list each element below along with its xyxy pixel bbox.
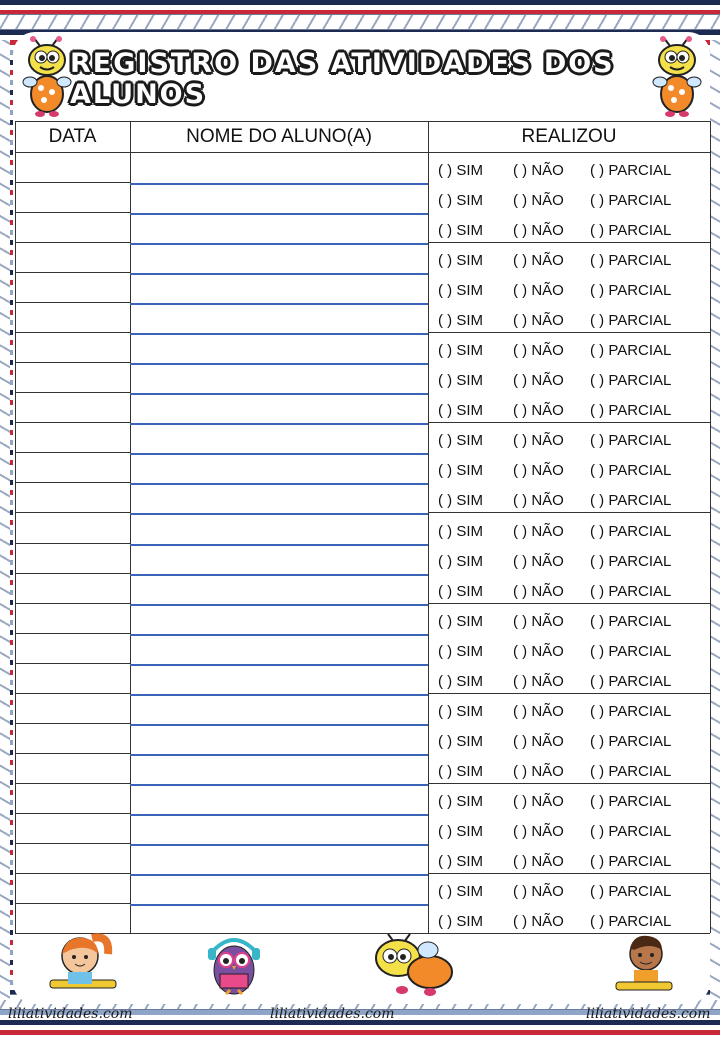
row-divider — [130, 694, 428, 696]
row-divider — [130, 273, 428, 275]
option-nao[interactable]: ( ) NÃO — [513, 702, 564, 720]
realizou-options-row — [438, 793, 710, 811]
option-sim[interactable]: ( ) SIM — [438, 222, 483, 240]
option-sim[interactable]: ( ) SIM — [438, 432, 483, 450]
realizou-options-row — [438, 342, 710, 360]
row-divider — [15, 422, 130, 423]
option-sim[interactable]: ( ) SIM — [438, 642, 483, 660]
option-sim[interactable]: ( ) SIM — [438, 822, 483, 840]
option-parcial[interactable]: ( ) PARCIAL — [590, 582, 672, 600]
option-parcial[interactable]: ( ) PARCIAL — [590, 222, 672, 240]
option-row-divider — [428, 422, 710, 423]
table-border-top — [15, 121, 710, 122]
option-parcial[interactable]: ( ) PARCIAL — [590, 252, 672, 270]
option-parcial[interactable]: ( ) PARCIAL — [590, 522, 672, 540]
option-sim[interactable]: ( ) SIM — [438, 582, 483, 600]
option-parcial[interactable]: ( ) PARCIAL — [590, 402, 672, 420]
row-divider — [130, 664, 428, 666]
row-divider — [130, 814, 428, 816]
option-sim[interactable]: ( ) SIM — [438, 282, 483, 300]
option-sim[interactable]: ( ) SIM — [438, 792, 483, 810]
realizou-options-row — [438, 462, 710, 480]
option-nao[interactable]: ( ) NÃO — [513, 552, 564, 570]
realizou-options-row — [438, 733, 710, 751]
row-divider — [15, 212, 130, 213]
option-sim[interactable]: ( ) SIM — [438, 522, 483, 540]
option-sim[interactable]: ( ) SIM — [438, 312, 483, 330]
bee-icon — [372, 932, 456, 1003]
option-nao[interactable]: ( ) NÃO — [513, 282, 564, 300]
realizou-options-row — [438, 583, 710, 601]
option-sim[interactable]: ( ) SIM — [438, 882, 483, 900]
option-parcial[interactable]: ( ) PARCIAL — [590, 822, 672, 840]
option-nao[interactable]: ( ) NÃO — [513, 822, 564, 840]
row-divider — [130, 333, 428, 335]
option-sim[interactable]: ( ) SIM — [438, 702, 483, 720]
row-divider — [130, 303, 428, 305]
option-nao[interactable]: ( ) NÃO — [513, 792, 564, 810]
realizou-options-row — [438, 853, 710, 871]
option-nao[interactable]: ( ) NÃO — [513, 372, 564, 390]
row-divider — [15, 392, 130, 393]
option-sim[interactable]: ( ) SIM — [438, 162, 483, 180]
option-parcial[interactable]: ( ) PARCIAL — [590, 852, 672, 870]
girl-with-pencil-icon — [48, 932, 118, 1003]
option-sim[interactable]: ( ) SIM — [438, 462, 483, 480]
realizou-options-row — [438, 372, 710, 390]
row-divider — [15, 182, 130, 183]
row-divider — [15, 693, 130, 694]
option-row-divider — [428, 242, 710, 243]
option-sim[interactable]: ( ) SIM — [438, 492, 483, 510]
boy-with-pencil-icon — [614, 932, 674, 1003]
option-parcial[interactable]: ( ) PARCIAL — [590, 432, 672, 450]
row-divider — [15, 813, 130, 814]
option-parcial[interactable]: ( ) PARCIAL — [590, 162, 672, 180]
realizou-options-row — [438, 673, 710, 691]
option-parcial[interactable]: ( ) PARCIAL — [590, 282, 672, 300]
realizou-options-row — [438, 763, 710, 781]
option-parcial[interactable]: ( ) PARCIAL — [590, 552, 672, 570]
option-nao[interactable]: ( ) NÃO — [513, 402, 564, 420]
row-divider — [130, 213, 428, 215]
footer-website: liliatividades.com — [8, 1006, 133, 1022]
footer-website: liliatividades.com — [586, 1006, 711, 1022]
page-title — [70, 44, 660, 114]
row-divider — [130, 363, 428, 365]
realizou-options-row — [438, 282, 710, 300]
row-divider — [15, 843, 130, 844]
row-divider — [15, 873, 130, 874]
row-divider — [15, 242, 130, 243]
option-nao[interactable]: ( ) NÃO — [513, 852, 564, 870]
row-divider — [130, 724, 428, 726]
option-row-divider — [428, 603, 710, 604]
row-divider — [15, 573, 130, 574]
option-parcial[interactable]: ( ) PARCIAL — [590, 672, 672, 690]
row-divider — [130, 604, 428, 606]
row-divider — [130, 574, 428, 576]
row-divider — [130, 634, 428, 636]
option-row-divider — [428, 783, 710, 784]
option-parcial[interactable]: ( ) PARCIAL — [590, 702, 672, 720]
column-header-nome: NOME DO ALUNO(A) — [186, 125, 372, 147]
realizou-options-row — [438, 643, 710, 661]
header-divider — [15, 152, 710, 153]
row-divider — [130, 483, 428, 485]
rope-border-right — [710, 40, 720, 1000]
option-parcial[interactable]: ( ) PARCIAL — [590, 642, 672, 660]
realizou-options-row — [438, 492, 710, 510]
row-divider — [130, 423, 428, 425]
option-sim[interactable]: ( ) SIM — [438, 732, 483, 750]
row-divider — [15, 512, 130, 513]
row-divider — [15, 543, 130, 544]
row-divider — [15, 603, 130, 604]
row-divider — [130, 544, 428, 546]
option-parcial[interactable]: ( ) PARCIAL — [590, 492, 672, 510]
option-parcial[interactable]: ( ) PARCIAL — [590, 342, 672, 360]
realizou-options-row — [438, 823, 710, 841]
row-divider — [15, 452, 130, 453]
realizou-options-row — [438, 252, 710, 270]
option-parcial[interactable]: ( ) PARCIAL — [590, 312, 672, 330]
table-border-bottom — [15, 933, 710, 934]
option-row-divider — [428, 693, 710, 694]
row-divider — [15, 272, 130, 273]
realizou-options-row — [438, 222, 710, 240]
row-divider — [130, 183, 428, 185]
realizou-options-row — [438, 613, 710, 631]
option-nao[interactable]: ( ) NÃO — [513, 192, 564, 210]
option-sim[interactable]: ( ) SIM — [438, 672, 483, 690]
option-parcial[interactable]: ( ) PARCIAL — [590, 913, 672, 930]
option-nao[interactable]: ( ) NÃO — [513, 252, 564, 270]
option-nao[interactable]: ( ) NÃO — [513, 492, 564, 510]
option-nao[interactable]: ( ) NÃO — [513, 222, 564, 240]
option-sim[interactable]: ( ) SIM — [438, 402, 483, 420]
rope-border-top — [0, 14, 720, 30]
option-sim[interactable]: ( ) SIM — [438, 342, 483, 360]
realizou-options-row — [438, 432, 710, 450]
row-divider — [15, 753, 130, 754]
row-divider — [15, 663, 130, 664]
option-row-divider — [428, 873, 710, 874]
realizou-options-row — [438, 913, 710, 931]
column-header-data: DATA — [48, 125, 97, 147]
row-divider — [130, 393, 428, 395]
option-nao[interactable]: ( ) NÃO — [513, 882, 564, 900]
option-parcial[interactable]: ( ) PARCIAL — [590, 462, 672, 480]
option-sim[interactable]: ( ) SIM — [438, 852, 483, 870]
row-divider — [130, 784, 428, 786]
option-parcial[interactable]: ( ) PARCIAL — [590, 792, 672, 810]
option-sim[interactable]: ( ) SIM — [438, 552, 483, 570]
row-divider — [15, 332, 130, 333]
option-sim[interactable]: ( ) SIM — [438, 192, 483, 210]
option-nao[interactable]: ( ) NÃO — [513, 582, 564, 600]
realizou-options-row — [438, 703, 710, 721]
realizou-options-row — [438, 523, 710, 541]
realizou-options-row — [438, 162, 710, 180]
owl-icon — [206, 932, 262, 1003]
activity-table — [15, 121, 710, 933]
footer-website: liliatividades.com — [270, 1006, 395, 1022]
page-title-text: REGISTRO DAS ATIVIDADES DOS ALUNOS — [70, 48, 615, 110]
row-divider — [130, 874, 428, 876]
option-nao[interactable]: ( ) NÃO — [513, 522, 564, 540]
row-divider — [130, 904, 428, 906]
option-sim[interactable]: ( ) SIM — [438, 913, 483, 930]
realizou-options-row — [438, 402, 710, 420]
row-divider — [130, 754, 428, 756]
row-divider — [15, 903, 130, 904]
column-divider — [710, 121, 711, 933]
option-parcial[interactable]: ( ) PARCIAL — [590, 612, 672, 630]
row-divider — [15, 482, 130, 483]
row-divider — [130, 844, 428, 846]
row-divider — [15, 783, 130, 784]
option-nao[interactable]: ( ) NÃO — [513, 432, 564, 450]
option-row-divider — [428, 332, 710, 333]
row-divider — [15, 362, 130, 363]
column-header-realizou: REALIZOU — [521, 125, 617, 147]
option-parcial[interactable]: ( ) PARCIAL — [590, 882, 672, 900]
option-nao[interactable]: ( ) NÃO — [513, 612, 564, 630]
option-sim[interactable]: ( ) SIM — [438, 252, 483, 270]
realizou-options-row — [438, 312, 710, 330]
row-divider — [15, 723, 130, 724]
option-nao[interactable]: ( ) NÃO — [513, 732, 564, 750]
option-nao[interactable]: ( ) NÃO — [513, 162, 564, 180]
realizou-options-row — [438, 553, 710, 571]
option-parcial[interactable]: ( ) PARCIAL — [590, 372, 672, 390]
option-nao[interactable]: ( ) NÃO — [513, 762, 564, 780]
row-divider — [130, 243, 428, 245]
bee-icon — [22, 36, 72, 125]
option-nao[interactable]: ( ) NÃO — [513, 642, 564, 660]
option-nao[interactable]: ( ) NÃO — [513, 462, 564, 480]
rope-border-left — [0, 40, 10, 1000]
option-parcial[interactable]: ( ) PARCIAL — [590, 192, 672, 210]
row-divider — [130, 513, 428, 515]
option-nao[interactable]: ( ) NÃO — [513, 913, 564, 930]
option-nao[interactable]: ( ) NÃO — [513, 342, 564, 360]
realizou-options-row — [438, 883, 710, 901]
option-nao[interactable]: ( ) NÃO — [513, 672, 564, 690]
option-sim[interactable]: ( ) SIM — [438, 612, 483, 630]
option-sim[interactable]: ( ) SIM — [438, 372, 483, 390]
option-nao[interactable]: ( ) NÃO — [513, 312, 564, 330]
realizou-options-row — [438, 192, 710, 210]
option-parcial[interactable]: ( ) PARCIAL — [590, 732, 672, 750]
row-divider — [130, 453, 428, 455]
row-divider — [15, 633, 130, 634]
option-sim[interactable]: ( ) SIM — [438, 762, 483, 780]
option-row-divider — [428, 512, 710, 513]
row-divider — [15, 302, 130, 303]
option-parcial[interactable]: ( ) PARCIAL — [590, 762, 672, 780]
